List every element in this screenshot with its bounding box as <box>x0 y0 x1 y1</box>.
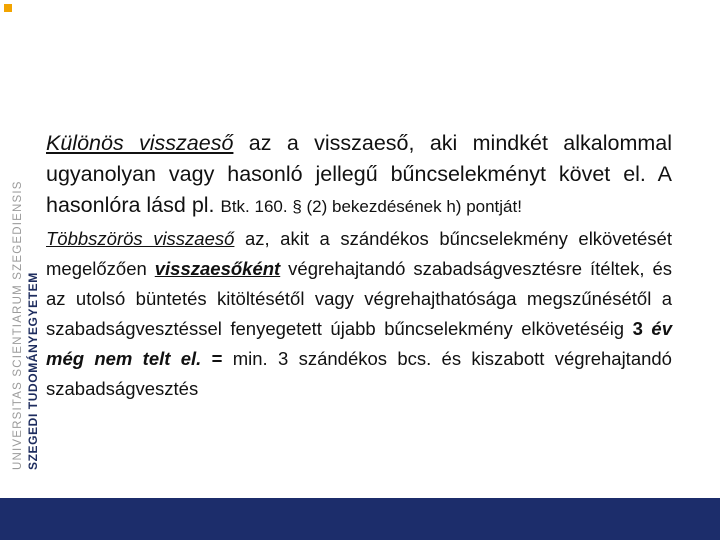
footer-bar <box>0 498 720 540</box>
logo-mark <box>4 4 12 12</box>
emphasis-equals: = <box>201 348 223 369</box>
paragraph-special-recidivist <box>46 128 672 222</box>
emphasis-years: év még nem telt el. <box>46 318 672 369</box>
legal-reference: Btk. 160. § (2) bekezdésének h) pontját! <box>220 197 522 216</box>
emphasis-three: 3 <box>632 318 652 339</box>
paragraph-multiple-recidivist <box>46 224 672 404</box>
definition-text: az, akit a szándékos bűncselekmény elkövetését megelőzően <box>46 228 672 279</box>
term-special-recidivist: Különös visszaeső <box>46 131 234 155</box>
slide-content <box>46 128 672 404</box>
logo-line-university-name: SZEGEDI TUDOMÁNYEGYETEM <box>26 272 40 470</box>
term-as-recidivist: visszaesőként <box>154 258 281 279</box>
term-multiple-recidivist: Többszörös visszaeső <box>46 228 235 249</box>
logo-line-latin-name: UNIVERSITAS SCIENTIARUM SZEGEDIENSIS <box>12 180 24 470</box>
summary-text: min. 3 szándékos bcs. és kiszabott végrehajtandó szabadságvesztés <box>46 348 672 399</box>
definition-text: végrehajtandó szabadságvesztésre ítéltek, és az utolsó büntetés kitöltésétől vagy végrehajthatósága megszűnésétől a szabadságvesztéssel fenyegetett újabb bűncselekmény elkövetéséig <box>46 258 672 339</box>
definition-text: az a visszaeső, aki mindkét alkalommal ugyanolyan vagy hasonló jellegű bűncselekményt követ el. A hasonlóra lásd pl. <box>46 131 672 217</box>
university-logo <box>12 30 48 470</box>
